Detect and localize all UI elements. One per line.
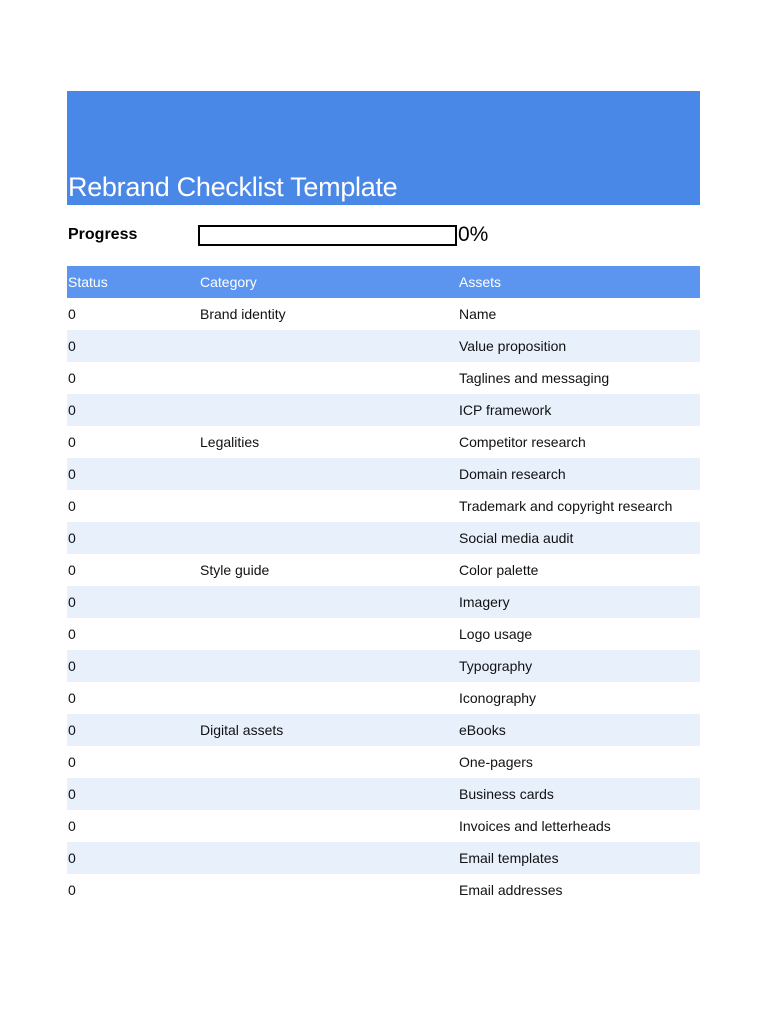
table-row[interactable] <box>67 298 700 330</box>
table-row[interactable] <box>67 842 700 874</box>
asset-cell: One-pagers <box>459 754 533 770</box>
table-row[interactable] <box>67 714 700 746</box>
category-cell: Style guide <box>200 562 270 578</box>
table-row[interactable] <box>67 778 700 810</box>
status-cell[interactable]: 0 <box>68 498 76 514</box>
table-row[interactable] <box>67 650 700 682</box>
asset-cell: Imagery <box>459 594 510 610</box>
status-cell[interactable]: 0 <box>68 818 76 834</box>
status-cell[interactable]: 0 <box>68 690 76 706</box>
title-banner <box>67 91 700 205</box>
asset-cell: Logo usage <box>459 626 533 642</box>
status-cell[interactable]: 0 <box>68 850 76 866</box>
asset-cell: Name <box>459 306 497 322</box>
table-body <box>67 298 700 906</box>
asset-cell: Color palette <box>459 562 539 578</box>
table-row[interactable] <box>67 874 700 906</box>
asset-cell: Email addresses <box>459 882 563 898</box>
asset-cell: Social media audit <box>459 530 574 546</box>
column-header-status: Status <box>68 274 108 290</box>
status-cell[interactable]: 0 <box>68 370 76 386</box>
asset-cell: Iconography <box>459 690 537 706</box>
asset-cell: Value proposition <box>459 338 567 354</box>
table-row[interactable] <box>67 362 700 394</box>
status-cell[interactable]: 0 <box>68 626 76 642</box>
table-header-row <box>67 266 700 298</box>
asset-cell: Competitor research <box>459 434 586 450</box>
status-cell[interactable]: 0 <box>68 402 76 418</box>
asset-cell: Domain research <box>459 466 566 482</box>
status-cell[interactable]: 0 <box>68 658 76 674</box>
status-cell[interactable]: 0 <box>68 754 76 770</box>
table-row[interactable] <box>67 458 700 490</box>
status-cell[interactable]: 0 <box>68 306 76 322</box>
category-cell: Digital assets <box>200 722 284 738</box>
progress-label: Progress <box>68 226 138 243</box>
status-cell[interactable]: 0 <box>68 530 76 546</box>
table-row[interactable] <box>67 682 700 714</box>
progress-row <box>67 222 700 250</box>
table-row[interactable] <box>67 522 700 554</box>
checklist-table <box>67 266 700 906</box>
table-row[interactable] <box>67 490 700 522</box>
column-header-category: Category <box>200 274 257 290</box>
status-cell[interactable]: 0 <box>68 722 76 738</box>
status-cell[interactable]: 0 <box>68 466 76 482</box>
asset-cell: Business cards <box>459 786 554 802</box>
status-cell[interactable]: 0 <box>68 786 76 802</box>
table-row[interactable] <box>67 586 700 618</box>
status-cell[interactable]: 0 <box>68 594 76 610</box>
status-cell[interactable]: 0 <box>68 338 76 354</box>
asset-cell: Invoices and letterheads <box>459 818 611 834</box>
progress-bar <box>198 225 457 246</box>
status-cell[interactable]: 0 <box>68 434 76 450</box>
asset-cell: Taglines and messaging <box>459 370 610 386</box>
progress-percent: 0% <box>458 223 489 246</box>
table-row[interactable] <box>67 330 700 362</box>
asset-cell: ICP framework <box>459 402 552 418</box>
column-header-assets: Assets <box>459 274 502 290</box>
page-title: Rebrand Checklist Template <box>68 172 398 202</box>
asset-cell: Email templates <box>459 850 559 866</box>
asset-cell: Trademark and copyright research <box>459 498 673 514</box>
status-cell[interactable]: 0 <box>68 562 76 578</box>
table-row[interactable] <box>67 394 700 426</box>
table-row[interactable] <box>67 618 700 650</box>
category-cell: Brand identity <box>200 306 286 322</box>
asset-cell: eBooks <box>459 722 506 738</box>
table-row[interactable] <box>67 426 700 458</box>
table-row[interactable] <box>67 554 700 586</box>
table-row[interactable] <box>67 810 700 842</box>
status-cell[interactable]: 0 <box>68 882 76 898</box>
category-cell: Legalities <box>200 434 260 450</box>
asset-cell: Typography <box>459 658 533 674</box>
table-row[interactable] <box>67 746 700 778</box>
